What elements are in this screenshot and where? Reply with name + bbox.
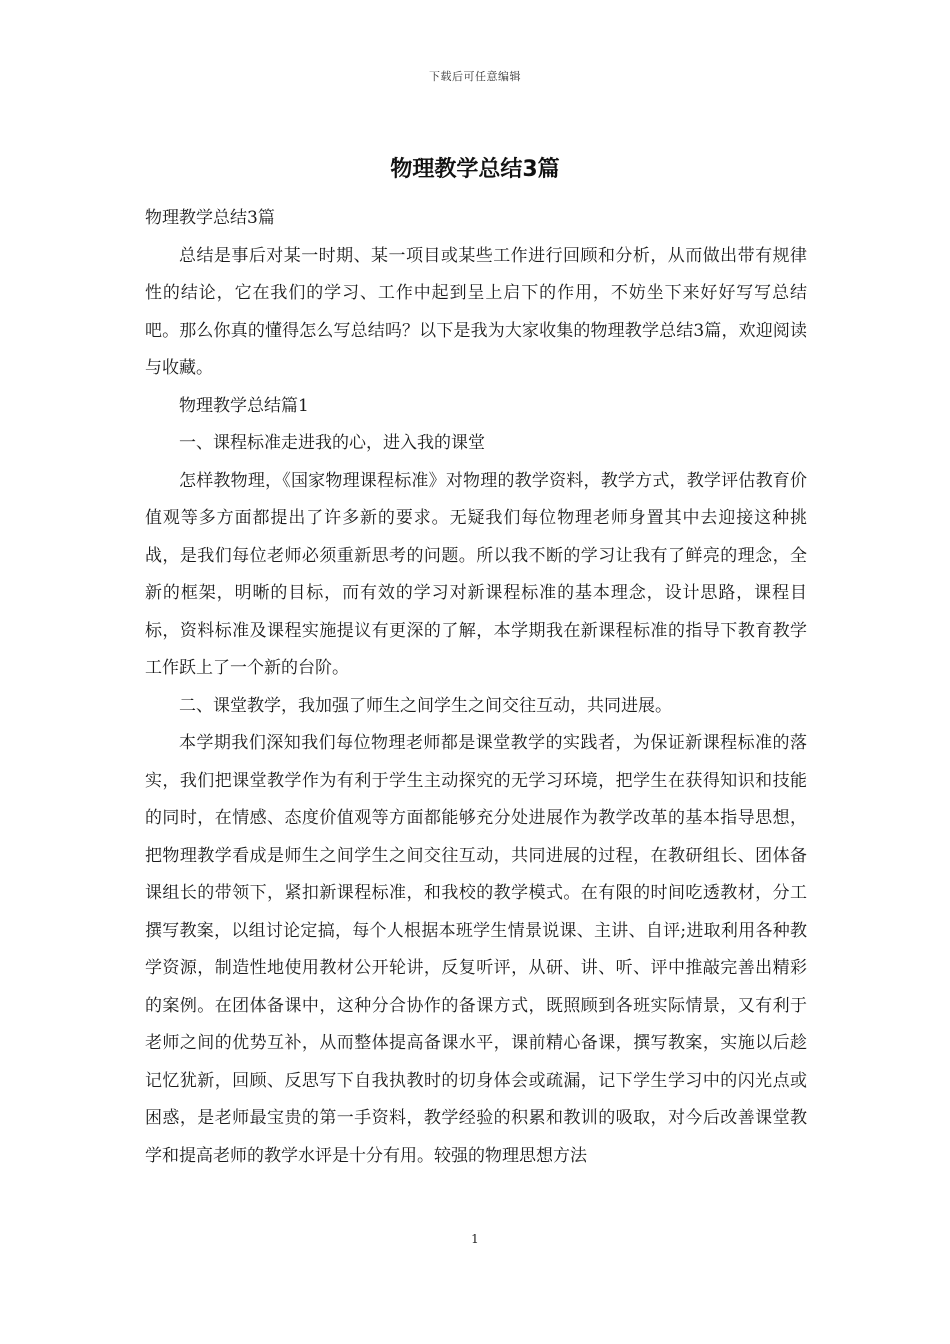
body-paragraph: 怎样教物理，《国家物理课程标准》对物理的教学资料，教学方式，教学评估教育价值观等多方面都提出了许多新的要求。无疑我们每位物理老师身置其中去迎接这种挑战，是我们每位老师必须重新思考的问题。所以我不断的学习让我有了鲜亮的理念，全新的框架，明晰的目标，而有效的学习对新课程标准的基本理念，设计思路，课程目标，资料标准及课程实施提议有更深的了解，本学期我在新课程标准的指导下教育教学工作跃上了一个新的台阶。 (145, 470, 807, 678)
document-body (145, 200, 807, 1175)
body-paragraph: 本学期我们深知我们每位物理老师都是课堂教学的实践者，为保证新课程标准的落实，我们把课堂教学作为有利于学生主动探究的无学习环境，把学生在获得知识和技能的同时，在情感、态度价值观等方面都能够充分处进展作为教学改革的基本指导思想，把物理教学看成是师生之间学生之间交往互动，共同进展的过程，在教研组长、团体备课组长的带领下，紧扣新课程标准，和我校的教学模式。在有限的时间吃透教材，分工撰写教案，以组讨论定搞，每个人根据本班学生情景说课、主讲、自评;进取利用各种教学资源，制造性地使用教材公开轮讲，反复听评，从研、讲、听、评中推敲完善出精彩的案例。在团体备课中，这种分合协作的备课方式，既照顾到各班实际情景，又有利于老师之间的优势互补，从而整体提高备课水平，课前精心备课，撰写教案，实施以后趁记忆犹新，回顾、反思写下自我执教时的切身体会或疏漏，记下学生学习中的闪光点或困惑，是老师最宝贵的第一手资料，教学经验的积累和教训的吸取，对今后改善课堂教学和提高老师的教学水评是十分有用。较强的物理思想方法 (145, 733, 807, 1166)
page-number: 1 (471, 1232, 479, 1246)
section-heading: 二、课堂教学，我加强了师生之间学生之间交往互动，共同进展。 (179, 695, 672, 716)
document-title: 物理教学总结3篇 (390, 157, 560, 182)
section-heading: 物理教学总结篇1 (179, 395, 309, 416)
section-heading: 一、课程标准走进我的心，进入我的课堂 (179, 433, 485, 453)
intro-paragraph: 总结是事后对某一时期、某一项目或某些工作进行回顾和分析，从而做出带有规律性的结论，它在我们的学习、工作中起到呈上启下的作用，不妨坐下来好好写写总结吧。那么你真的懂得怎么写总结吗？以下是我为大家收集的物理教学总结3篇，欢迎阅读与收藏。 (145, 245, 807, 378)
page-header: 下载后可任意编辑 (429, 70, 521, 83)
subtitle-line: 物理教学总结3篇 (145, 208, 275, 228)
